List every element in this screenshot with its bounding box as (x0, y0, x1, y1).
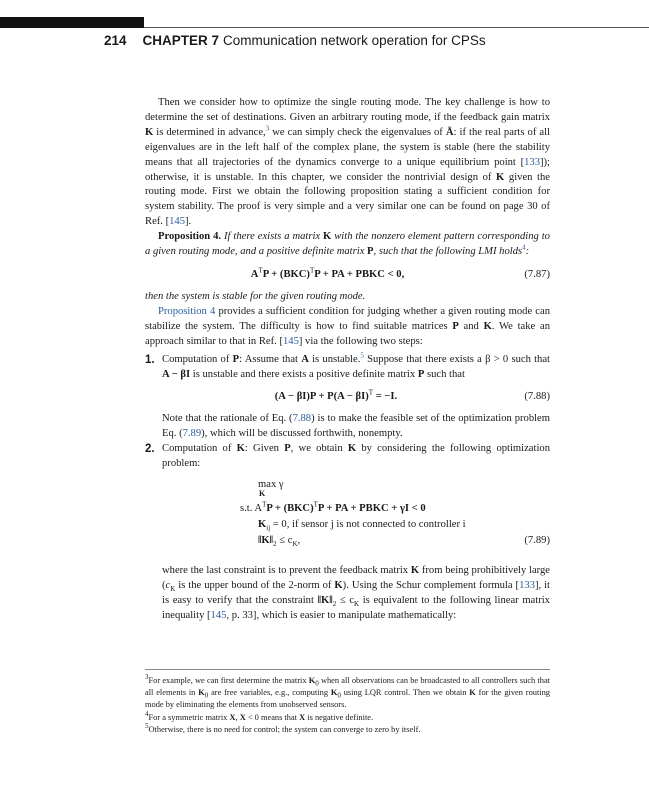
footnote-3: $^3$For example, we can first determine the matrix $K_0$ when all observations can be broadcasted to all controllers such that all elements in $K_0$ are free variables, e.g., computing $K_0$ using LQR control. Then we obtain K for the given routing mode by eliminating the elements from unobserved sensors. (145, 673, 550, 710)
footnote-ref-3[interactable]: 3 (265, 124, 270, 133)
header-bar (0, 17, 144, 28)
footnote-4: $^4$For a symmetric matrix X, X < 0 means that X is negative definite. (145, 709, 374, 722)
footnote-ref-4[interactable]: 4 (522, 243, 526, 252)
citation-link[interactable]: 145 (210, 609, 227, 621)
equation-7-89: max γ K s.t. $A^TP + (BKC)^TP$ + PA + PBKC + γI < 0 $K_{ij} = 0$, if sensor j is not connected to controller i $‖K‖_2 \le c_K$, (7.89) (240, 479, 550, 549)
citation-link[interactable]: 133 (524, 156, 540, 168)
chapter-label: CHAPTER 7 (142, 33, 220, 48)
proposition-4: Proposition 4. If there exists a matrix K with the nonzero element pattern corresponding to a given routing mode, and a positive definite matrix P, such that the following LMI holds$^4$: (145, 231, 550, 258)
proposition-link[interactable]: Proposition 4 (158, 305, 216, 317)
equation-7-88: $(A - \beta I)P + P(A - \beta I)^T = -I$. (7.88) (162, 388, 550, 408)
citation-link[interactable]: 145 (282, 335, 299, 347)
page-number: 214 (104, 33, 127, 48)
steps-list (145, 353, 550, 624)
chapter-title: Communication network operation for CPSs (223, 33, 486, 48)
footnote-5: $^5$Otherwise, there is no need for control; the system can converge to zero by itself. (145, 722, 421, 734)
equation-number: (7.89) (524, 535, 550, 547)
constraint-explanation: where the last constraint is to prevent the feedback matrix K from being prohibitively large ($c_K$ is the upper bound of the 2-norm of K). Using the Schur complement formula [133], it is easy to verify that the constraint $‖K‖_2 \le c_K$ is equivalent to the following linear matrix inequality [145, p. 33], which is easier to manipulate mathematically: (162, 565, 551, 621)
main-text (145, 96, 550, 624)
list-item-step-1: 1. Computation of P: Assume that A is unstable.$^5$ Suppose that there exists a β > 0 such that A − βI is unstable and there exists a positive definite matrix P such that $(A - \beta I)P + P(A - \beta I)^T = -I$. (7.88) Note that the rationale of Eq. (7.88) is to make the feasible set of the optimization problem Eq. (7.89), which will be discussed forthwith, nonempty. (145, 353, 550, 443)
footnotes (145, 675, 550, 736)
paragraph-routing-mode: Then we consider how to optimize the single routing mode. The key challenge is how to determine the set of destinations. Given an arbitrary routing mode, if the feedback gain matrix K is determined in advance,$^3$ we can simply check the eigenvalues of Ā: if the real parts of all eigenvalues are in the left half of the complex plane, the system is stable (here the stability means that all trajectories of the dynamics converge to a unique equilibrium point [133]); otherwise, it is unstable. In this chapter, we consider the nontrivial design of K given the routing mode. First we obtain the following proposition stating a sufficient condition for system stability. The proof is very simple and a very similar one can be found on page 30 of Ref. [145]. (145, 97, 550, 228)
header-rule (144, 27, 649, 28)
citation-link[interactable]: 145 (169, 216, 186, 228)
equation-link[interactable]: 7.88 (292, 413, 312, 425)
proposition-conclusion: then the system is stable for the given routing mode. (145, 290, 366, 302)
equation-7-87: $A^TP + (BKC)^TP$ + PA + PBKC < 0, (7.87) (145, 266, 550, 286)
equation-link[interactable]: 7.89 (182, 428, 202, 440)
rationale-note: Note that the rationale of Eq. (7.88) is to make the feasible set of the optimization problem Eq. (7.89), which will be discussed forthwith, nonempty. (162, 413, 551, 440)
paragraph-two-steps: Proposition 4 provides a sufficient condition for judging whether a given routing mode can stabilize the system. The difficulty is how to find suitable matrices P and K. We take an approach similar to that in Ref. [145] via the following two steps: (145, 305, 551, 347)
list-item-step-2: 2. Computation of K: Given P, we obtain K by considering the following optimization problem: max γ K s.t. $A^TP + (BKC)^TP$ + PA + PBKC + γI < 0 $K_{ij} = 0$, if sensor j is not connected to controller i $‖K‖_2 \le c_K$, (7.89) where the last constraint is to prevent the feedback matrix K from being prohibitively large ($c_K$ is the upper bound of the 2-norm of K). Using the Schur complement formula [133], it is easy to verify that the constraint $‖K‖_2 \le c_K$ is equivalent to the following linear matrix inequality [145, p. 33], which is easier to manipulate mathematically: (145, 442, 550, 623)
citation-link[interactable]: 133 (519, 579, 535, 591)
equation-number: (7.87) (524, 268, 550, 280)
footnote-rule (145, 669, 550, 670)
footnote-ref-5[interactable]: 5 (360, 351, 364, 360)
running-header (104, 33, 486, 48)
equation-number: (7.88) (524, 391, 550, 403)
